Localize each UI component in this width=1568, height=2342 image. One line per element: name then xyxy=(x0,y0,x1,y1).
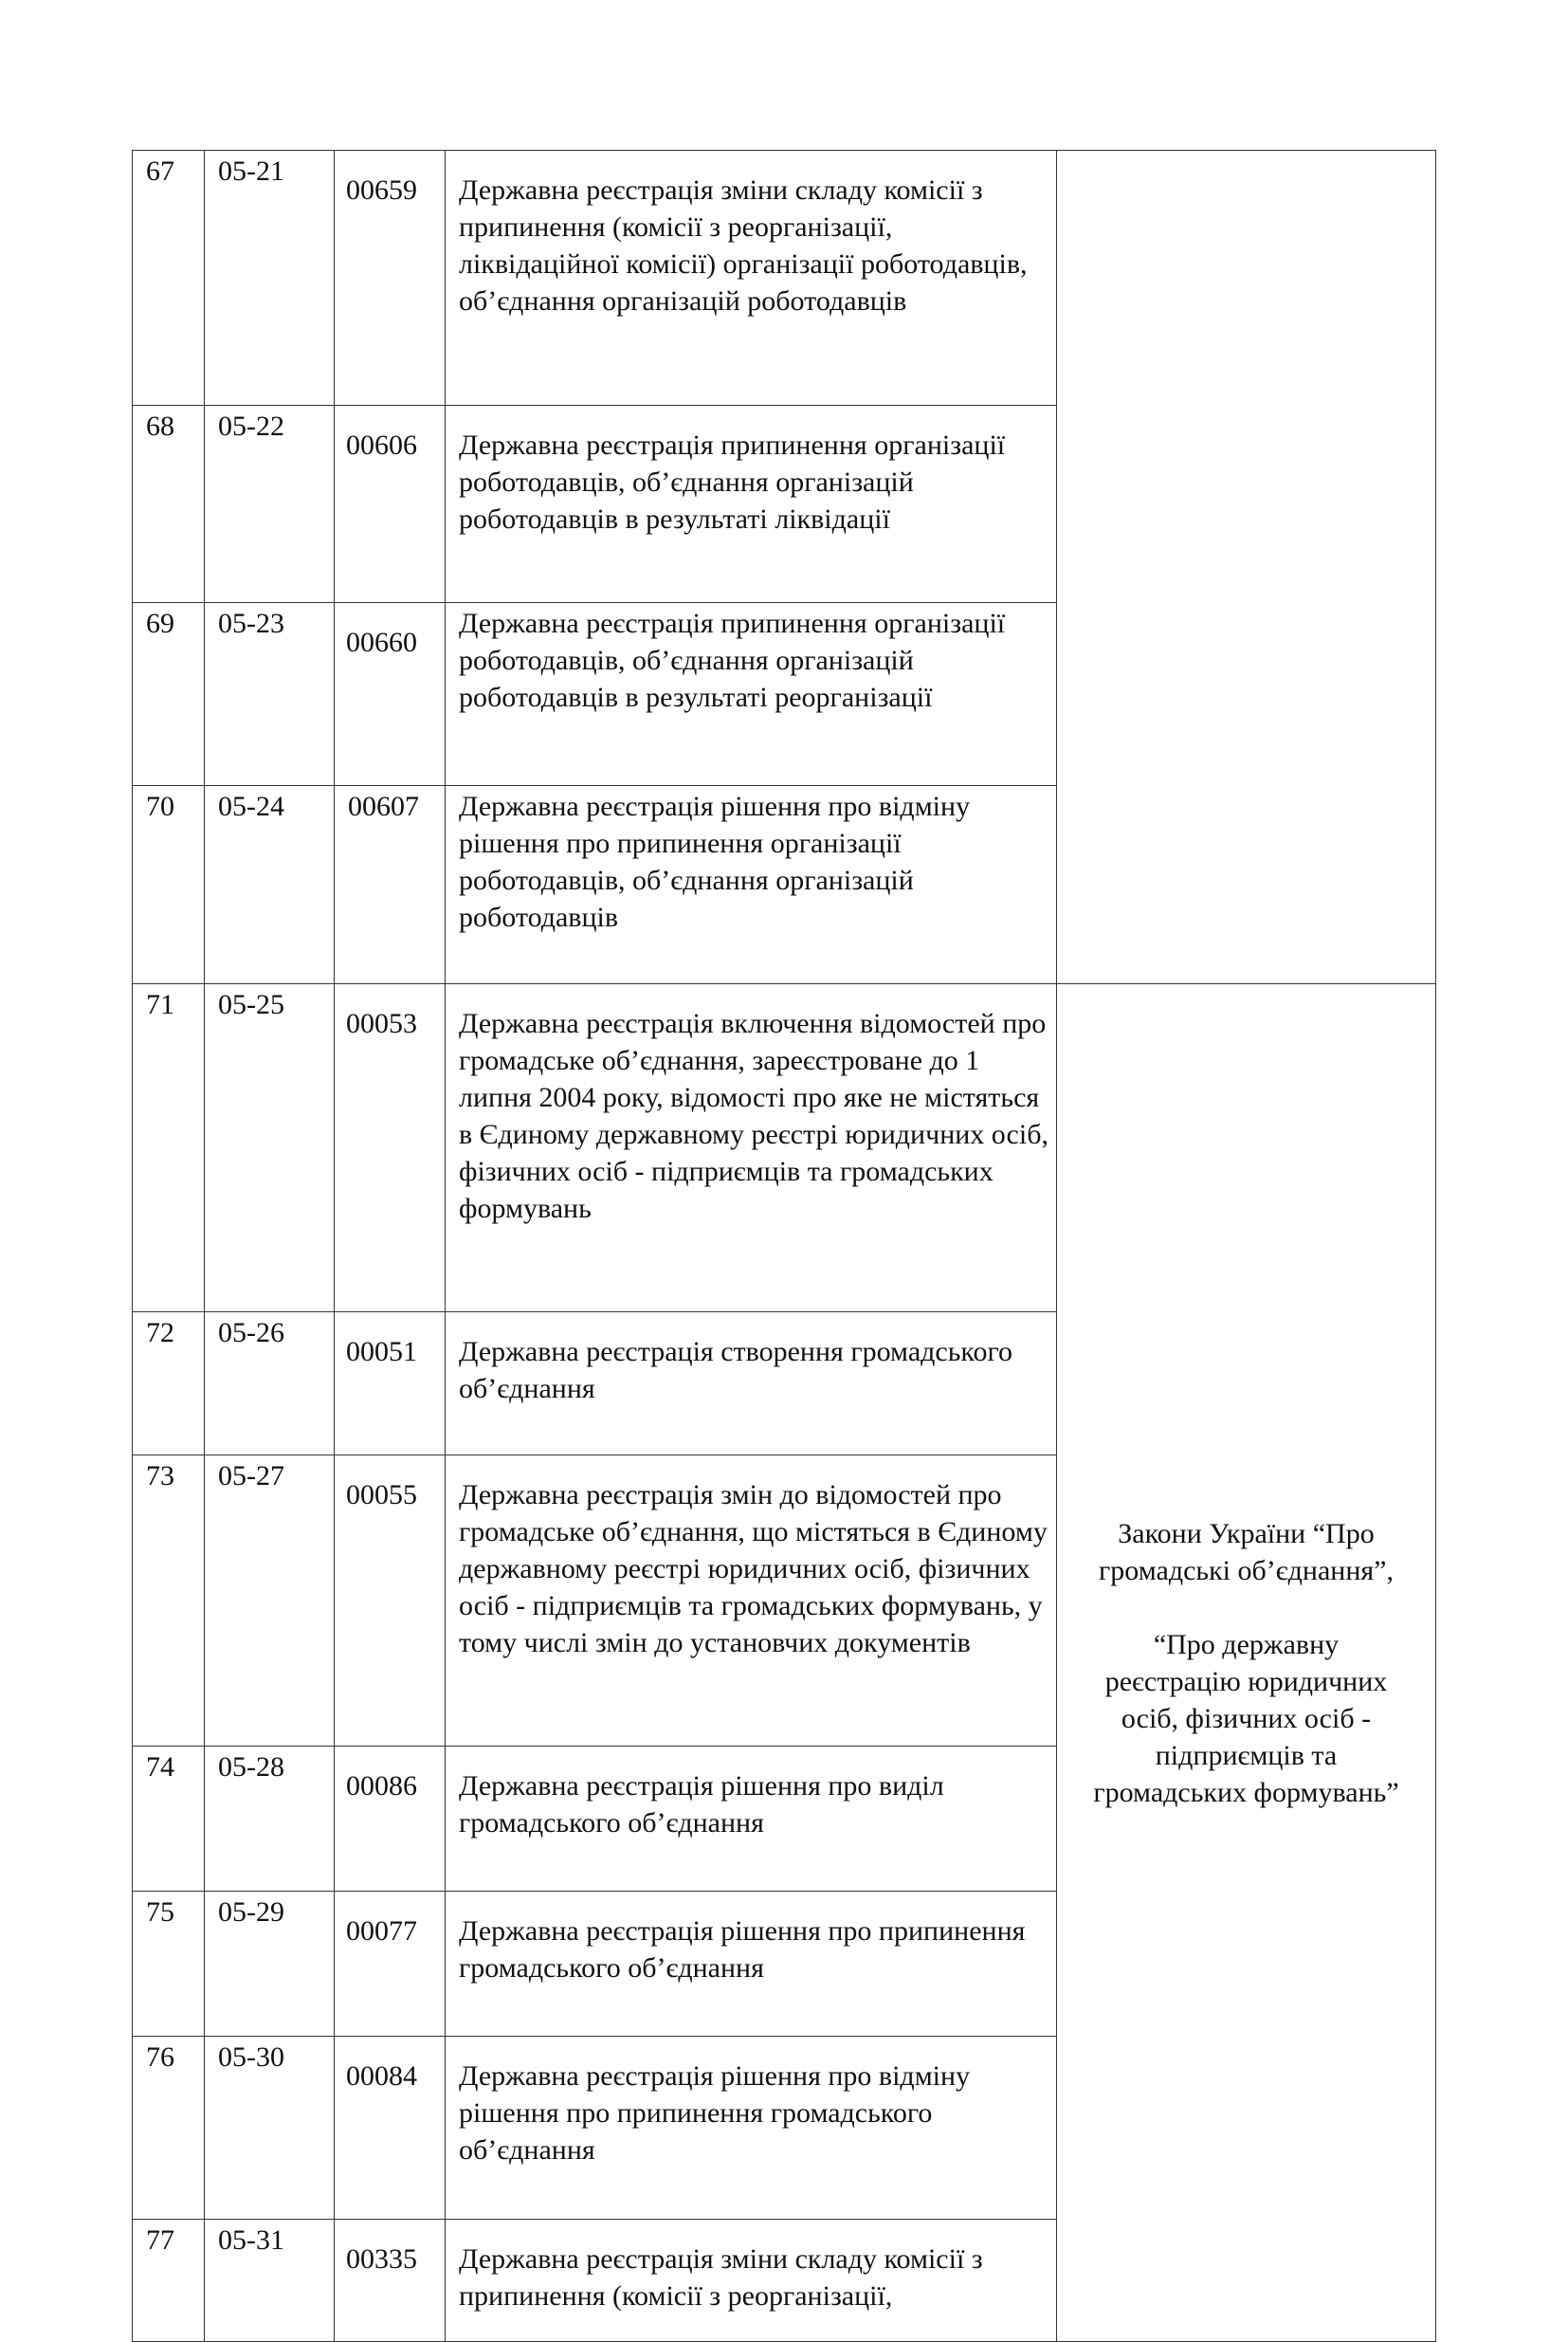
row-code: 05-29 xyxy=(205,1892,335,2037)
law-line: осіб, фізичних осіб - xyxy=(1121,1702,1372,1734)
row-description: Державна реєстрація зміни складу комісії з припинення (комісії з реорганізації, ліквідаційної комісії) організації роботодавців, об’єднання організацій роботодавців xyxy=(446,151,1057,406)
law-line: громадських формувань” xyxy=(1093,1776,1399,1808)
row-service-id: 00053 xyxy=(335,984,446,1312)
row-code: 05-22 xyxy=(205,406,335,603)
row-description: Державна реєстрація рішення про відміну рішення про припинення громадського об’єднання xyxy=(446,2037,1057,2220)
row-service-id: 00051 xyxy=(335,1312,446,1455)
row-number: 69 xyxy=(133,603,205,786)
row-number: 68 xyxy=(133,406,205,603)
row-description: Державна реєстрація припинення організації роботодавців, об’єднання організацій роботодавців в результаті ліквідації xyxy=(446,406,1057,603)
row-code: 05-26 xyxy=(205,1312,335,1455)
row-service-id: 00084 xyxy=(335,2037,446,2220)
row-service-id: 00335 xyxy=(335,2220,446,2342)
row-description: Державна реєстрація рішення про припинення громадського об’єднання xyxy=(446,1892,1057,2037)
row-service-id: 00659 xyxy=(335,151,446,406)
law-line: Закони України “Про xyxy=(1118,1517,1375,1549)
row-code: 05-24 xyxy=(205,786,335,984)
row-description: Державна реєстрація зміни складу комісії з припинення (комісії з реорганізації, xyxy=(446,2220,1057,2342)
row-service-id: 00606 xyxy=(335,406,446,603)
law-reference-cell xyxy=(1057,984,1436,2342)
row-description: Державна реєстрація рішення про відміну рішення про припинення організації роботодавців, об’єднання організацій роботодавців xyxy=(446,786,1057,984)
row-service-id: 00077 xyxy=(335,1892,446,2037)
row-service-id: 00607 xyxy=(335,786,446,984)
row-code: 05-31 xyxy=(205,2220,335,2342)
row-description: Державна реєстрація змін до відомостей про громадське об’єднання, що містяться в Єдиному державному реєстрі юридичних осіб, фізичних осіб - підприємців та громадських формувань, у тому числі змін до установчих документів xyxy=(446,1455,1057,1747)
law-gap xyxy=(1070,1589,1422,1626)
law-cell-empty xyxy=(1057,151,1436,984)
row-number: 71 xyxy=(133,984,205,1312)
row-number: 77 xyxy=(133,2220,205,2342)
law-line: громадські об’єднання”, xyxy=(1099,1554,1394,1586)
row-code: 05-30 xyxy=(205,2037,335,2220)
row-code: 05-27 xyxy=(205,1455,335,1747)
row-number: 72 xyxy=(133,1312,205,1455)
row-service-id: 00055 xyxy=(335,1455,446,1747)
law-line: “Про державну xyxy=(1153,1628,1340,1660)
table-row xyxy=(133,151,1436,406)
row-description: Державна реєстрація припинення організації роботодавців, об’єднання організацій роботодавців в результаті реорганізації xyxy=(446,603,1057,786)
row-number: 76 xyxy=(133,2037,205,2220)
row-description: Державна реєстрація створення громадського об’єднання xyxy=(446,1312,1057,1455)
row-code: 05-25 xyxy=(205,984,335,1312)
row-description: Державна реєстрація рішення про виділ громадського об’єднання xyxy=(446,1747,1057,1892)
registry-table xyxy=(132,150,1436,2342)
row-service-id: 00086 xyxy=(335,1747,446,1892)
table-row xyxy=(133,984,1436,1312)
row-code: 05-21 xyxy=(205,151,335,406)
row-number: 74 xyxy=(133,1747,205,1892)
row-number: 70 xyxy=(133,786,205,984)
row-description: Державна реєстрація включення відомостей про громадське об’єднання, зареєстроване до 1 липня 2004 року, відомості про яке не містяться в Єдиному державному реєстрі юридичних осіб, фізичних осіб - підприємців та громадських формувань xyxy=(446,984,1057,1312)
law-line: підприємців та xyxy=(1155,1739,1338,1771)
row-code: 05-23 xyxy=(205,603,335,786)
row-number: 67 xyxy=(133,151,205,406)
row-number: 75 xyxy=(133,1892,205,2037)
row-number: 73 xyxy=(133,1455,205,1747)
law-line: реєстрацію юридичних xyxy=(1104,1665,1388,1697)
row-code: 05-28 xyxy=(205,1747,335,1892)
row-service-id: 00660 xyxy=(335,603,446,786)
